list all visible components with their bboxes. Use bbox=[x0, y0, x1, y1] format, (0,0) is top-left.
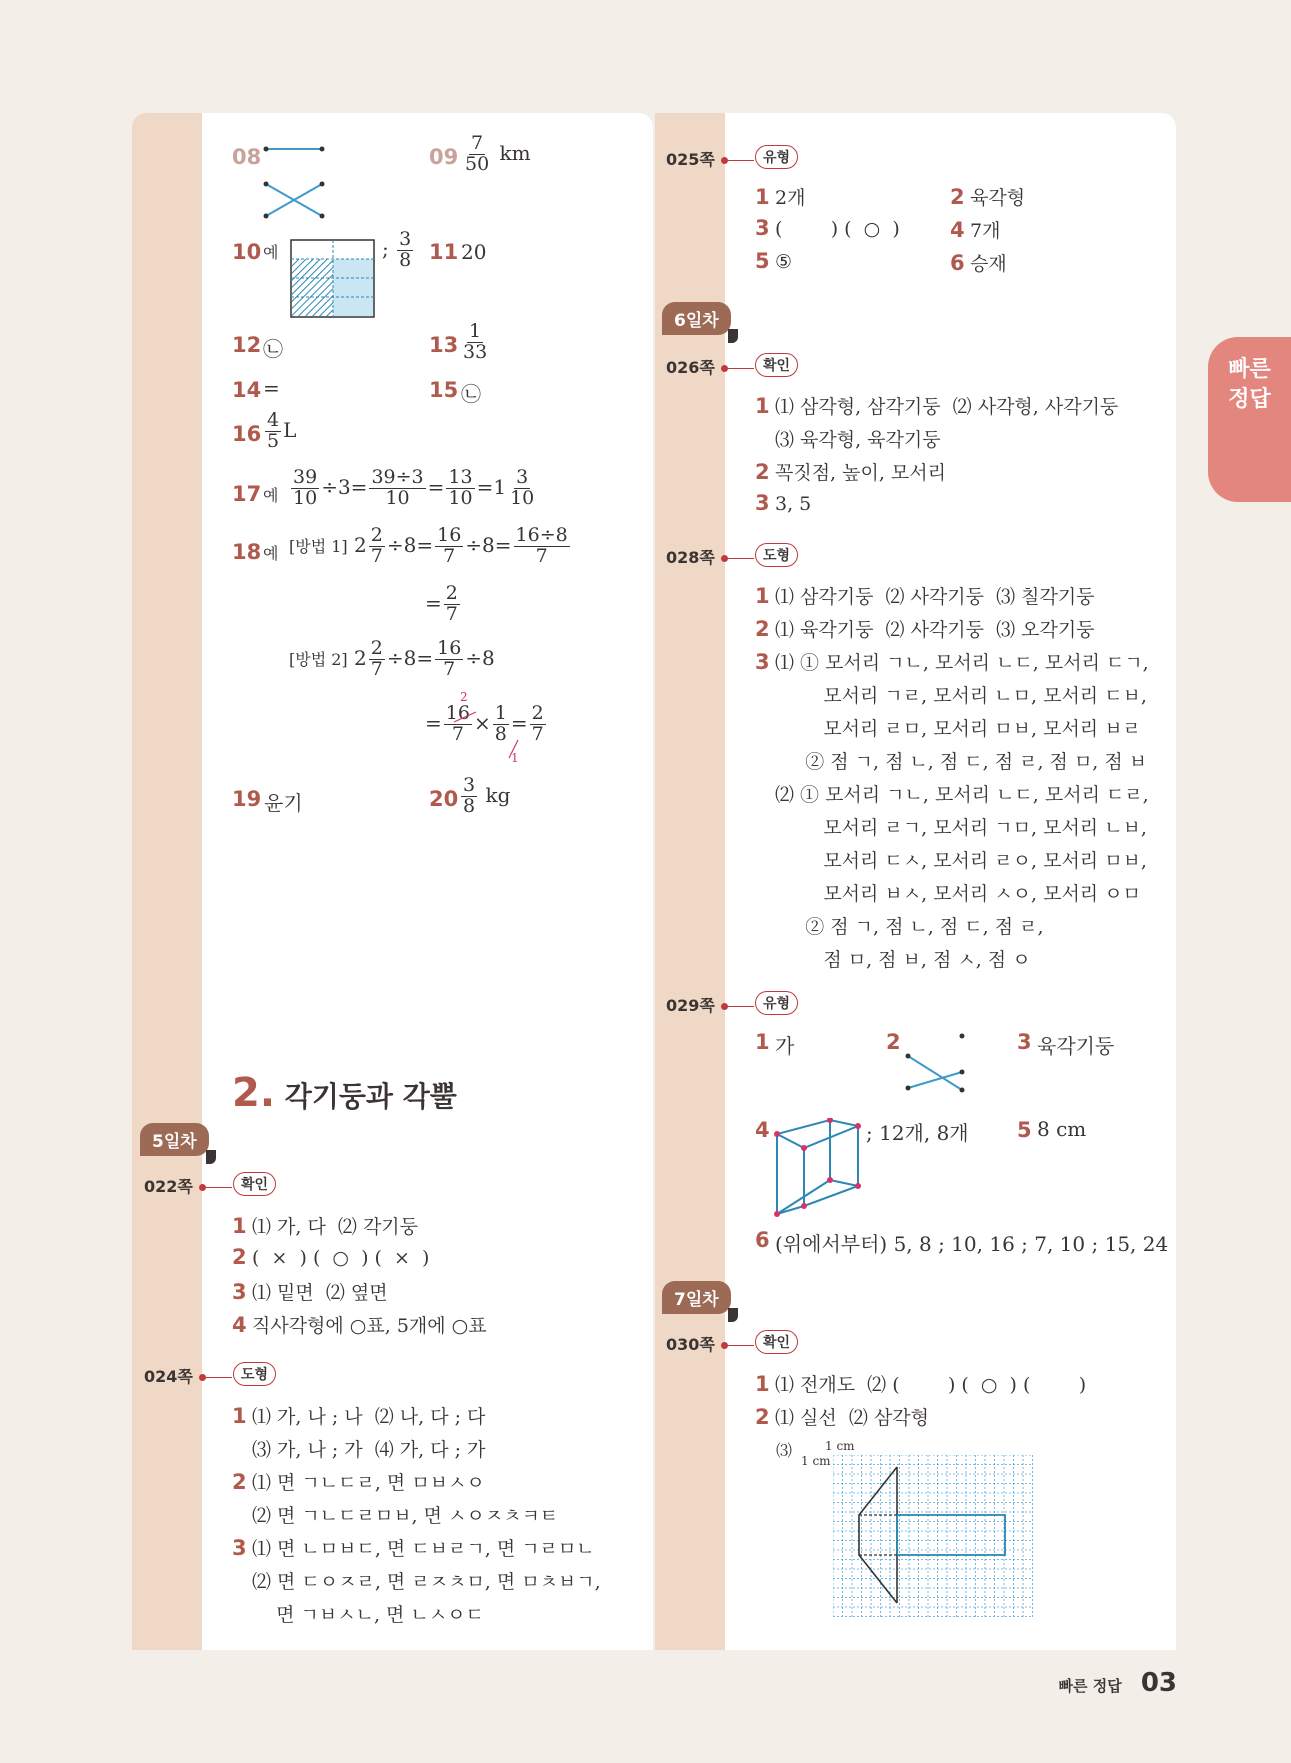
answer-text: 모서리 ㄹㅁ, 모서리 ㅁㅂ, 모서리 ㅂㄹ bbox=[775, 718, 1141, 740]
q-09-number: 09 bbox=[429, 145, 459, 169]
p029-q3-number: 3 bbox=[1017, 1030, 1032, 1054]
p029-q4-answer: ; 12개, 8개 bbox=[866, 1121, 969, 1145]
answer-text: 점 ㅁ, 점 ㅂ, 점 ㅅ, 점 ㅇ bbox=[775, 949, 1031, 971]
answer-line bbox=[950, 216, 1000, 243]
tag-check: 확인 bbox=[233, 1172, 276, 1196]
p029-q3-answer: 육각기둥 bbox=[1037, 1034, 1115, 1058]
answer-line bbox=[755, 392, 1118, 419]
answer-number: 1 bbox=[232, 1214, 247, 1238]
chapter-heading: 2. 각기둥과 각뿔 bbox=[232, 1070, 457, 1116]
q-14-number: 14 bbox=[232, 378, 262, 402]
answer-text: ② 점 ㄱ, 점 ㄴ, 점 ㄷ, 점 ㄹ, 점 ㅁ, 점 ㅂ bbox=[775, 751, 1148, 773]
answer-text: ⑴ 면 ㄴㅁㅂㄷ, 면 ㄷㅂㄹㄱ, 면 ㄱㄹㅁㄴ bbox=[252, 1538, 595, 1560]
p029-q2-matching-figure bbox=[898, 1030, 978, 1100]
q-17-number: 17 bbox=[232, 482, 262, 506]
p029-q6-answer: (위에서부터) 5, 8 ; 10, 16 ; 7, 10 ; 15, 24 bbox=[775, 1232, 1169, 1256]
answer-line bbox=[755, 425, 941, 452]
answer-number: 2 bbox=[950, 185, 965, 209]
tag-type: 유형 bbox=[755, 145, 798, 169]
right-strip bbox=[655, 113, 725, 1650]
p029-q6-number: 6 bbox=[755, 1228, 770, 1252]
p029-q1-answer: 가 bbox=[775, 1034, 795, 1058]
page-025-label: 025쪽 bbox=[666, 147, 754, 170]
answer-number: 3 bbox=[755, 650, 770, 674]
answer-number: 2 bbox=[755, 460, 770, 484]
answer-text: ⑵ 면 ㄱㄴㄷㄹㅁㅂ, 면 ㅅㅇㅈㅊㅋㅌ bbox=[252, 1505, 559, 1527]
q12-answer: ㉡ bbox=[263, 337, 283, 361]
answer-line bbox=[232, 1501, 558, 1528]
p030-net-grid-figure bbox=[833, 1455, 1035, 1618]
q19-answer: 윤기 bbox=[264, 791, 303, 815]
q-19-number: 19 bbox=[232, 787, 262, 811]
q18-cancel-strokes bbox=[448, 700, 528, 760]
q18-method2-line1: [방법 2] 2 $\frac{2}{7}$ ÷8= $\frac{16}{7}$ ÷8 bbox=[289, 637, 495, 680]
tag-check: 확인 bbox=[755, 1330, 798, 1354]
answer-text: 꼭짓점, 높이, 모서리 bbox=[775, 462, 946, 484]
answer-line bbox=[755, 813, 1147, 840]
answer-line bbox=[755, 681, 1147, 708]
q-12-number: 12 bbox=[232, 333, 262, 357]
q-16-number: 16 bbox=[232, 422, 262, 446]
footer-label: 빠른 정답 bbox=[1058, 1677, 1122, 1695]
q08-matching-figure bbox=[262, 142, 332, 222]
answer-number: 1 bbox=[755, 584, 770, 608]
q18-method1-line1: [방법 1] 2 $\frac{2}{7}$ ÷8= $\frac{16}{7}$ ÷8= $\frac{16\div 8}{7}$ bbox=[289, 524, 568, 567]
answer-text: ⑵ 면 ㄷㅇㅈㄹ, 면 ㄹㅈㅊㅁ, 면 ㅁㅊㅂㄱ, bbox=[252, 1571, 601, 1593]
p029-q4-number: 4 bbox=[755, 1118, 770, 1142]
answer-line bbox=[232, 1600, 484, 1627]
answer-number: 5 bbox=[755, 249, 770, 273]
q-08-number: 08 bbox=[232, 145, 262, 169]
answer-line bbox=[232, 1278, 388, 1305]
example-mark: 예 bbox=[263, 544, 279, 563]
tag-type: 유형 bbox=[755, 991, 798, 1015]
day7-badge: 7일차 bbox=[662, 1281, 731, 1314]
answer-line bbox=[232, 1311, 487, 1338]
answer-text: 직사각형에 ○표, 5개에 ○표 bbox=[252, 1315, 487, 1337]
day5-badge: 5일차 bbox=[140, 1123, 209, 1156]
answer-number: 4 bbox=[950, 218, 965, 242]
answer-text: 모서리 ㄷㅅ, 모서리 ㄹㅇ, 모서리 ㅁㅂ, bbox=[775, 850, 1147, 872]
q17-answer: $\frac{39}{10}$ ÷3= $\frac{39\div 3}{10}$ = $\frac{13}{10}$ =1 $\frac{3}{10}$ bbox=[293, 466, 535, 509]
page-number: 03 bbox=[1140, 1668, 1177, 1698]
quick-answer-side-tab[interactable]: 빠른 정답 bbox=[1208, 337, 1291, 502]
answer-number: 1 bbox=[232, 1404, 247, 1428]
day6-badge: 6일차 bbox=[662, 302, 731, 335]
answer-text: ⑴ 삼각형, 삼각기둥 ⑵ 사각형, 사각기둥 bbox=[775, 396, 1119, 418]
answer-line bbox=[232, 1468, 485, 1495]
answer-line bbox=[755, 1403, 929, 1430]
page-029-label: 029쪽 bbox=[666, 993, 754, 1016]
answer-line bbox=[755, 912, 1044, 939]
answer-line bbox=[950, 183, 1025, 210]
answer-text: ⑴ 면 ㄱㄴㄷㄹ, 면 ㅁㅂㅅㅇ bbox=[252, 1472, 485, 1494]
answer-number: 1 bbox=[755, 394, 770, 418]
answer-text: 면 ㄱㅂㅅㄴ, 면 ㄴㅅㅇㄷ bbox=[252, 1604, 484, 1626]
answer-line bbox=[950, 249, 1007, 276]
page-022-label: 022쪽 bbox=[144, 1174, 232, 1197]
answer-line bbox=[755, 615, 1095, 642]
answer-text: ⑴ 삼각기둥 ⑵ 사각기둥 ⑶ 칠각기둥 bbox=[775, 586, 1095, 608]
answer-line bbox=[232, 1212, 418, 1239]
page-024-label: 024쪽 bbox=[144, 1364, 232, 1387]
answer-text: 육각형 bbox=[970, 187, 1026, 209]
tag-check: 확인 bbox=[755, 353, 798, 377]
page-028-label: 028쪽 bbox=[666, 545, 754, 568]
answer-text: ⑴ 밑면 ⑵ 옆면 bbox=[252, 1282, 388, 1304]
answer-line bbox=[232, 1534, 595, 1561]
q-18-number: 18 bbox=[232, 540, 262, 564]
answer-line bbox=[755, 714, 1141, 741]
answer-line bbox=[755, 747, 1147, 774]
answer-text: ⑴ 육각기둥 ⑵ 사각기둥 ⑶ 오각기둥 bbox=[775, 619, 1095, 641]
q18-method1-line2: = $\frac{2}{7}$ bbox=[425, 582, 458, 625]
q13-answer: $\frac{1}{33}$ bbox=[463, 320, 488, 363]
q15-answer: ㉡ bbox=[461, 382, 481, 406]
answer-line bbox=[755, 249, 792, 273]
answer-text: ⑴ 가, 나 ; 나 ⑵ 나, 다 ; 다 bbox=[252, 1406, 486, 1428]
answer-number: 3 bbox=[755, 491, 770, 515]
answer-number: 2 bbox=[232, 1470, 247, 1494]
answer-number: 3 bbox=[755, 216, 770, 240]
answer-text: ⑤ bbox=[775, 251, 793, 273]
answer-line bbox=[755, 1370, 1086, 1397]
answer-text: ⑶ 육각형, 육각기둥 bbox=[775, 429, 941, 451]
answer-line bbox=[232, 1245, 429, 1269]
page-025-answers bbox=[755, 183, 1145, 283]
q18-cancel-top: 2 bbox=[460, 690, 468, 704]
q-20-number: 20 bbox=[429, 787, 459, 811]
answer-text: ( × ) ( ○ ) ( × ) bbox=[252, 1247, 430, 1269]
p030-q2-part3-label: ⑶ bbox=[776, 1441, 793, 1460]
answer-text: ( ) ( ○ ) bbox=[775, 218, 900, 240]
answer-number: 3 bbox=[232, 1536, 247, 1560]
answer-line bbox=[755, 780, 1149, 807]
page-footer bbox=[1059, 1668, 1177, 1698]
answer-text: 7개 bbox=[970, 220, 1001, 242]
left-strip bbox=[132, 113, 202, 1650]
answer-text: ⑴ 전개도 ⑵ ( ) ( ○ ) ( ) bbox=[775, 1374, 1087, 1396]
p029-q4-prism-figure bbox=[770, 1118, 865, 1218]
grid-unit-vertical: 1 cm bbox=[801, 1454, 831, 1468]
answer-text: 모서리 ㅂㅅ, 모서리 ㅅㅇ, 모서리 ㅇㅁ bbox=[775, 883, 1141, 905]
answer-number: 2 bbox=[232, 1245, 247, 1269]
q-10-number: 10 bbox=[232, 240, 262, 264]
page-030-label: 030쪽 bbox=[666, 1332, 754, 1355]
answer-line bbox=[755, 183, 805, 210]
answer-line bbox=[755, 846, 1147, 873]
answer-number: 1 bbox=[755, 185, 770, 209]
answer-line bbox=[232, 1567, 601, 1594]
q-13-number: 13 bbox=[429, 333, 459, 357]
answer-number: 6 bbox=[950, 251, 965, 275]
answer-number: 4 bbox=[232, 1313, 247, 1337]
q20-answer: $\frac{3}{8}$ kg bbox=[463, 774, 511, 817]
answer-text: 3, 5 bbox=[775, 493, 812, 515]
answer-number: 1 bbox=[755, 1372, 770, 1396]
page-026-label: 026쪽 bbox=[666, 355, 754, 378]
example-mark: 예 bbox=[263, 486, 279, 505]
answer-text: ⑴ 실선 ⑵ 삼각형 bbox=[775, 1407, 929, 1429]
grid-unit-horizontal: 1 cm bbox=[825, 1439, 855, 1453]
q-15-number: 15 bbox=[429, 378, 459, 402]
answer-line bbox=[232, 1402, 485, 1429]
p029-q5-number: 5 bbox=[1017, 1118, 1032, 1142]
answer-text: ⑴ 가, 다 ⑵ 각기둥 bbox=[252, 1216, 419, 1238]
q14-answer: = bbox=[263, 376, 280, 400]
answer-text: ⑶ 가, 나 ; 가 ⑷ 가, 다 ; 가 bbox=[252, 1439, 486, 1461]
answer-text: ⑴ ① 모서리 ㄱㄴ, 모서리 ㄴㄷ, 모서리 ㄷㄱ, bbox=[775, 652, 1149, 674]
q16-answer: $\frac{4}{5}$ L bbox=[267, 409, 297, 452]
p029-q5-answer: 8 cm bbox=[1037, 1117, 1087, 1141]
q18-cancel-bottom: 1 bbox=[511, 751, 519, 765]
answer-number: 2 bbox=[755, 617, 770, 641]
answer-line bbox=[755, 216, 900, 240]
example-mark: 예 bbox=[263, 243, 279, 262]
q18-method2-line2: = $\frac{16}{7}$ × $\frac{1}{8}$ = $\frac{2}{7}$ bbox=[425, 702, 544, 745]
answer-number: 3 bbox=[232, 1280, 247, 1304]
answer-number: 2 bbox=[755, 1405, 770, 1429]
q11-answer: 20 bbox=[461, 240, 487, 264]
p029-q1-number: 1 bbox=[755, 1030, 770, 1054]
answer-line bbox=[755, 945, 1031, 972]
answer-text: 모서리 ㄹㄱ, 모서리 ㄱㅁ, 모서리 ㄴㅂ, bbox=[775, 817, 1147, 839]
answer-line bbox=[755, 879, 1141, 906]
answer-line bbox=[755, 582, 1095, 609]
answer-line bbox=[755, 491, 811, 515]
p029-q2-number: 2 bbox=[886, 1030, 901, 1054]
q10-fraction: ; $\frac{3}{8}$ bbox=[382, 228, 412, 271]
answer-line bbox=[755, 648, 1149, 675]
answer-line bbox=[755, 458, 946, 485]
answer-line bbox=[232, 1435, 485, 1462]
q10-shaded-rectangle bbox=[290, 239, 376, 319]
q09-answer: $\frac{7}{50}$ km bbox=[465, 132, 531, 175]
tag-figure: 도형 bbox=[233, 1362, 276, 1386]
answer-text: 2개 bbox=[775, 187, 806, 209]
answer-text: 모서리 ㄱㄹ, 모서리 ㄴㅁ, 모서리 ㄷㅂ, bbox=[775, 685, 1147, 707]
q-11-number: 11 bbox=[429, 240, 459, 264]
answer-text: ② 점 ㄱ, 점 ㄴ, 점 ㄷ, 점 ㄹ, bbox=[775, 916, 1044, 938]
answer-text: 승재 bbox=[970, 253, 1007, 275]
answer-text: ⑵ ① 모서리 ㄱㄴ, 모서리 ㄴㄷ, 모서리 ㄷㄹ, bbox=[775, 784, 1149, 806]
tag-figure: 도형 bbox=[755, 543, 798, 567]
